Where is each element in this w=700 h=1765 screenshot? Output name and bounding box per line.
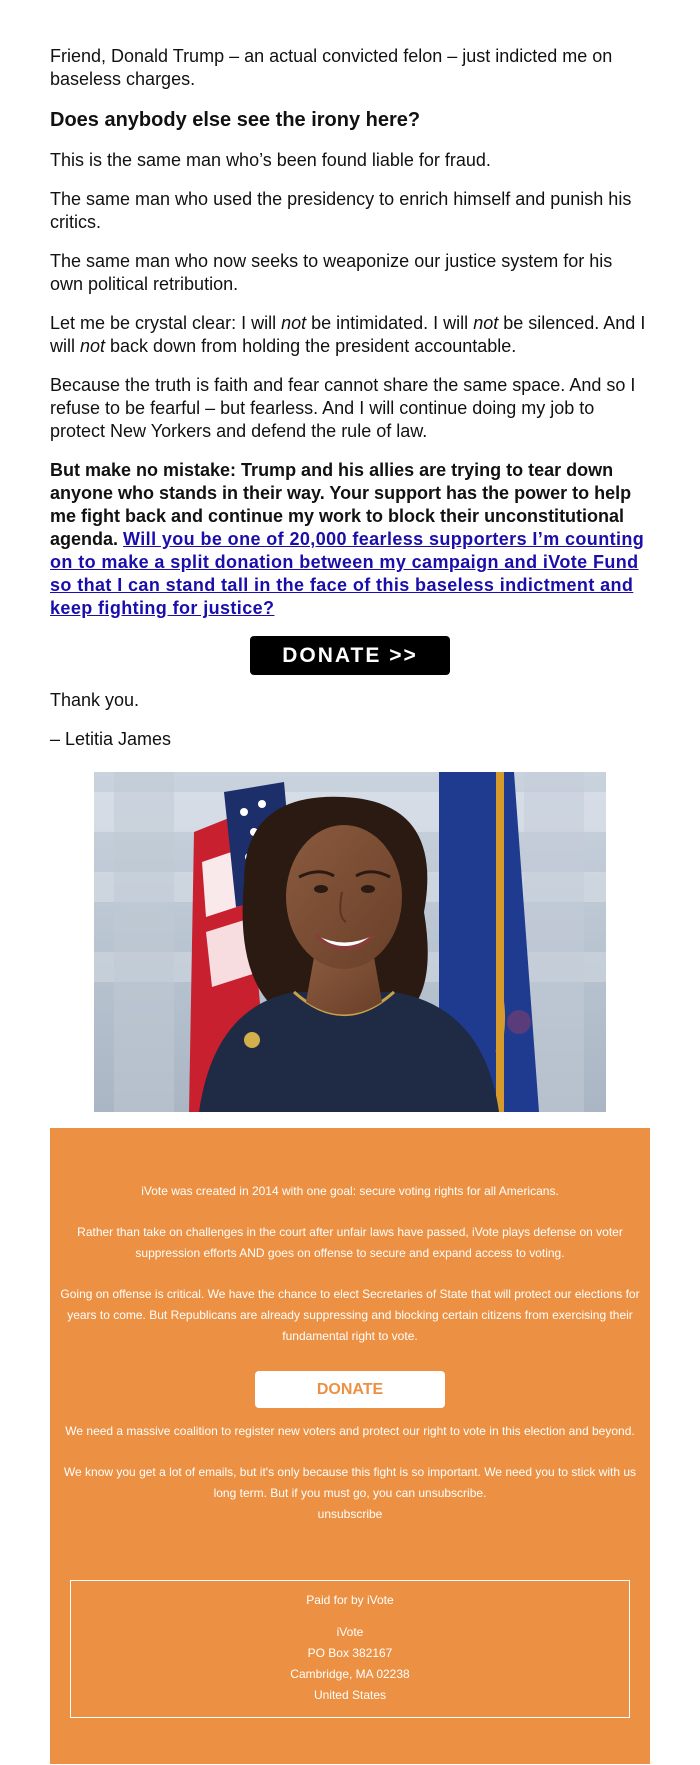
footer-defense xyxy=(60,1222,640,1264)
footer-mission-text: iVote was created in 2014 with one goal: secure voting rights for all Americans. xyxy=(141,1184,559,1198)
donate-button-wrap xyxy=(50,636,650,675)
emphasis-not: not xyxy=(80,336,106,356)
ivote-footer xyxy=(50,1128,650,1764)
address-line2: Cambridge, MA 02238 xyxy=(290,1667,410,1681)
text-run: be silenced. And I will xyxy=(50,313,646,356)
donate-button[interactable]: DONATE >> xyxy=(250,636,450,675)
footer-offense-text: Going on offense is critical. We have the chance to elect Secretaries of State that will protect our elections for years to come. But Republicans are already suppressing and blocking certain citizens from exercising their fundamental right to vote. xyxy=(60,1287,640,1343)
unsubscribe-link[interactable]: unsubscribe xyxy=(317,1507,383,1521)
crystal-clear-paragraph xyxy=(50,312,650,358)
footer-offense xyxy=(60,1284,640,1347)
intro-paragraph: Friend, Donald Trump – an actual convicted felon – just indicted me on baseless charges. xyxy=(50,46,613,89)
email-body xyxy=(50,45,650,767)
text-run: be intimidated. I will xyxy=(306,313,474,333)
footer-emails xyxy=(60,1462,640,1525)
emphasis-not: not xyxy=(473,313,499,333)
address-name: iVote xyxy=(336,1625,364,1639)
address-line1: PO Box 382167 xyxy=(307,1646,393,1660)
paid-for-text: Paid for by iVote xyxy=(306,1593,394,1607)
paid-for-box xyxy=(70,1580,630,1718)
appeal-paragraph xyxy=(50,459,650,620)
text-run: back down from holding the president accountable. xyxy=(105,336,517,356)
faith-fear-paragraph: Because the truth is faith and fear cannot share the same space. And so I refuse to be fearful – but fearless. And I will continue doing my job to protect New Yorkers and defend the rule of law. xyxy=(50,375,636,441)
weaponize-paragraph: The same man who now seeks to weaponize our justice system for his own political retribution. xyxy=(50,251,613,294)
footer-defense-text: Rather than take on challenges in the court after unfair laws have passed, iVote plays defense on voter suppression efforts AND goes on offense to secure and expand access to voting. xyxy=(77,1225,623,1260)
footer-emails-text: We know you get a lot of emails, but it's only because this fight is so important. We need you to stick with us long term. But if you must go, you can unsubscribe. xyxy=(63,1465,637,1500)
thank-you-text: Thank you. xyxy=(50,690,140,710)
appeal-text: But make no mistake: Trump and his allies are trying to tear down anyone who stands in their way. Your support has the power to help me fight back and continue my work to block their unconstitutional agenda. xyxy=(50,460,632,549)
address-country: United States xyxy=(313,1688,387,1702)
footer-coalition-text: We need a massive coalition to register new voters and protect our right to vote in this election and beyond. xyxy=(65,1424,635,1438)
signature-text: – Letitia James xyxy=(50,729,172,749)
donation-cta-link[interactable]: Will you be one of 20,000 fearless supporters I’m counting on to make a split donation between my campaign and iVote Fund so that I can stand tall in the face of this baseless indictment and keep fighting for justice? xyxy=(50,529,645,618)
footer-intro xyxy=(60,1181,640,1202)
presidency-paragraph: The same man who used the presidency to enrich himself and punish his critics. xyxy=(50,189,632,232)
fraud-paragraph: This is the same man who’s been found liable for fraud. xyxy=(50,150,491,170)
letitia-james-photo xyxy=(94,772,606,1112)
footer-coalition xyxy=(60,1421,640,1442)
footer-donate-button[interactable]: DONATE xyxy=(255,1371,445,1408)
emphasis-not: not xyxy=(281,313,307,333)
text-run: Let me be crystal clear: I will xyxy=(50,313,282,333)
irony-heading: Does anybody else see the irony here? xyxy=(50,109,421,131)
